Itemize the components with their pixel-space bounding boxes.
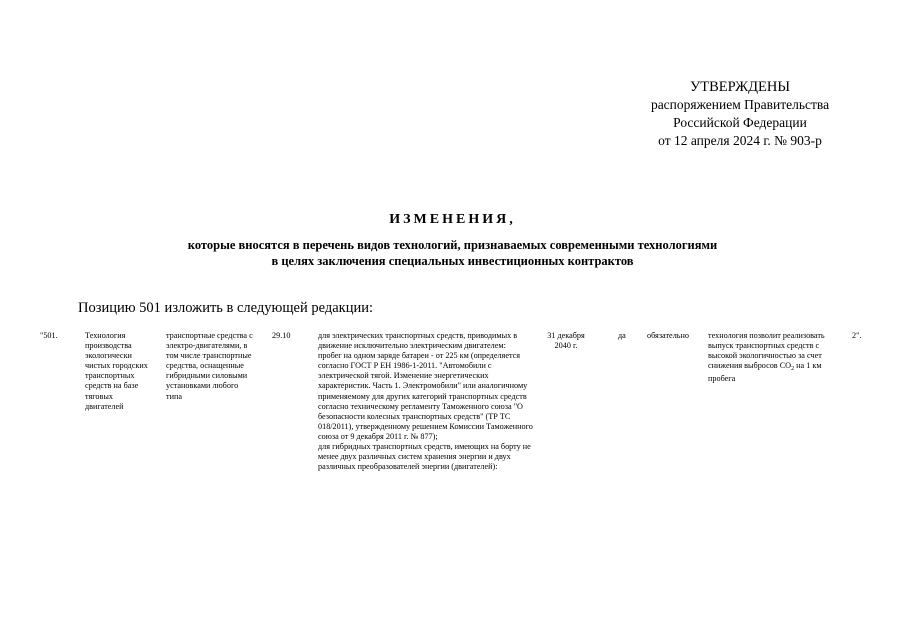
approval-line-2: Российской Федерации xyxy=(673,115,807,130)
description-cell xyxy=(708,331,836,384)
approval-block xyxy=(620,78,860,150)
subtitle-line-2: в целях заключения специальных инвестиционных контрактов xyxy=(271,254,634,268)
end-mark: 2". xyxy=(852,331,862,340)
document-subtitle xyxy=(80,237,825,269)
requirements-paragraph: пробег на одном заряде батареи - от 225 км (определяется согласно ГОСТ Р ЕН 1986-1-2011. "Автомобили с электрической тягой. Изменение энергетических характеристик. Часть 1. Электромобили" или аналогичному применяемому для других категорий транспортных средств согласно техническому регламенту Таможенного союза "О безопасности колесных транспортных средств" (ТР ТС 018/2011), утвержденному решением Комиссии Таможенного союза от 9 декабря 2011 г. № 877); xyxy=(318,351,533,441)
co2-subscript: 2 xyxy=(791,366,795,373)
document-title: ИЗМЕНЕНИЯ, xyxy=(389,212,516,227)
approval-line-3: от 12 апреля 2024 г. № 903-р xyxy=(658,133,822,148)
requirements-paragraph: для электрических транспортных средств, приводимых в движение исключительно электрическим двигателем: xyxy=(318,331,518,351)
technology-name: Технология производства экологически чистых городских транспортных средств на базе тяговых двигателей xyxy=(85,331,148,411)
deadline-date: 31 декабря 2040 г. xyxy=(547,331,585,351)
okpd-code: 29.10 xyxy=(272,331,291,340)
subtitle-line-1: которые вносятся в перечень видов технологий, признаваемых современными технологиями xyxy=(187,238,718,252)
description-text: технология позволит реализовать выпуск транспортных средств с высокой экологичностью за счет снижения выбросов CO xyxy=(708,331,825,371)
position-number: "501. xyxy=(40,331,58,340)
flag-cell: да xyxy=(618,331,626,340)
description-tail: на 1 км пробега xyxy=(708,361,822,384)
approval-heading: УТВЕРЖДЕНЫ xyxy=(689,79,791,95)
mandatory-cell: обязательно xyxy=(647,331,689,340)
products-cell: транспортные средства с электро-двигателями, в том числе транспортные средства, оснащенные гибридными силовыми установками любого типа xyxy=(166,331,253,401)
intro-paragraph: Позицию 501 изложить в следующей редакции: xyxy=(78,300,374,316)
requirements-cell xyxy=(318,331,538,472)
requirements-paragraph: для гибридных транспортных средств, имеющих на борту не менее двух различных систем хранения энергии и двух различных преобразователей энергии (двигателей): xyxy=(318,442,531,472)
approval-line-1: распоряжением Правительства xyxy=(650,97,830,112)
